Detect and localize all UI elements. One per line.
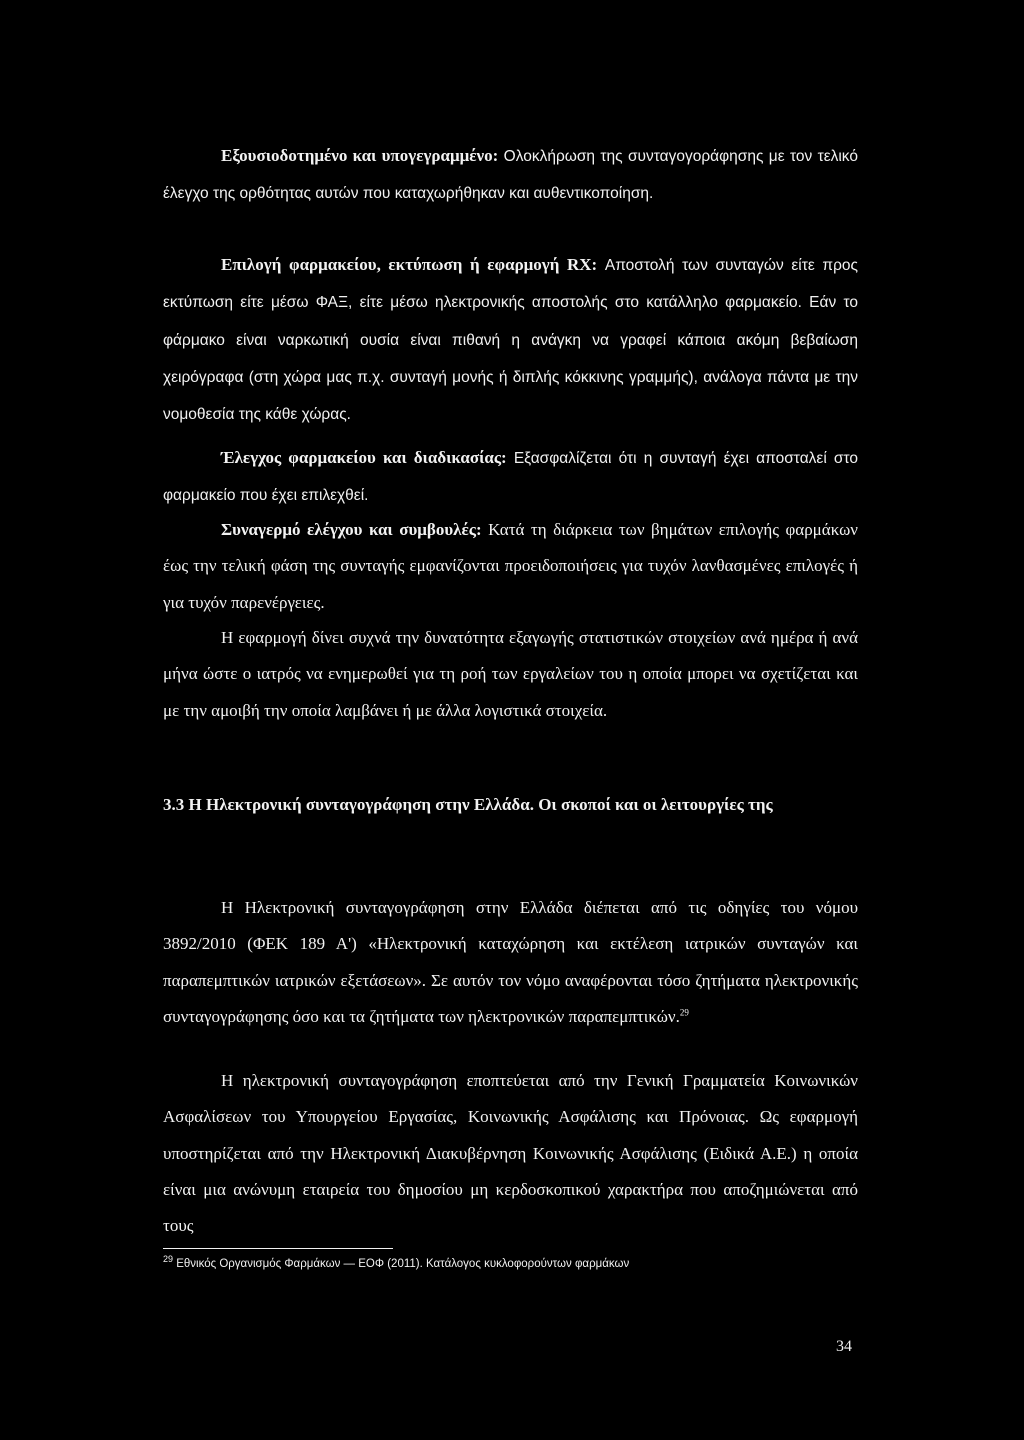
paragraph-lead: Επιλογή φαρμακείου, εκτύπωση ή εφαρμογή RX: (221, 255, 598, 274)
footnote-reference[interactable]: 29 (679, 1007, 689, 1018)
paragraph-text: Η εφαρμογή δίνει συχνά την δυνατότητα εξαγωγής στατιστικών στοιχείων ανά ημέρα ή ανά μήνα ώστε ο ιατρός να ενημερωθεί για τη ροή των εργαλείων του η οποία μπορει να σχετίζεται και με την αμοιβή την οποία λαμβάνει ή με άλλα λογιστικά στοιχεία. (163, 628, 858, 720)
paragraph-text: Η Ηλεκτρονική συνταγογράφηση στην Ελλάδα διέπεται από τις οδηγίες του νόμου 3892/2010 (ΦΕΚ 189 Α') «Ηλεκτρονική καταχώρηση και εκτέλεση ιατρικών συνταγών και παραπεμπτικών ιατρικών εξετάσεων». Σε αυτόν τον νόμο αναφέρονται τόσο ζητήματα ηλεκτρονικής συνταγογράφησης όσο και τα ζητήματα των ηλεκτρονικών παραπεμπτικών. (163, 898, 858, 1026)
paragraph-text: Εξασφαλίζεται ότι η συνταγή έχει αποσταλεί στο φαρμακείο που έχει επιλεχθεί. (163, 450, 858, 505)
paragraph-supervision (163, 1063, 858, 1244)
paragraph-lead: Έλεγχος φαρμακείου και διαδικασίας: (221, 448, 507, 467)
paragraph-alerts (163, 512, 858, 621)
footnote-number: 29 (163, 1254, 174, 1265)
footnote-divider (163, 1248, 393, 1249)
paragraph-text: Ολοκλήρωση της συνταγογοράφησης με τον τελικό έλεγχο της ορθότητας αυτών που καταχωρήθηκαν και αυθεντικοποίηση. (163, 148, 858, 203)
footnote-text: Εθνικός Οργανισμός Φαρμάκων — ΕΟΦ (2011). Κατάλογος κυκλοφορούντων φαρμάκων (173, 1258, 630, 1270)
paragraph-pharmacy-selection (163, 247, 858, 433)
page-number: 34 (836, 1338, 852, 1355)
section-heading: 3.3 Η Ηλεκτρονική συνταγογράφηση στην Ελλάδα. Οι σκοποί και οι λειτουργίες της (163, 795, 773, 814)
footnote (163, 1256, 863, 1272)
paragraph-pharmacy-check (163, 440, 858, 515)
paragraph-statistics (163, 620, 858, 729)
paragraph-text: Αποστολή των συνταγών είτε προς εκτύπωση είτε μέσω ΦΑΞ, είτε μέσω ηλεκτρονικής αποστολής στο κατάλληλο φαρμακείο. Εάν το φάρμακο είναι ναρκωτική ουσία είναι πιθανή η ανάγκη να γραφεί κάποια ακόμη βεβαίωση χειρόγραφα (στη χώρα μας π.χ. συνταγή μονής ή διπλής κόκκινης γραμμής), ανάλογα πάντα με την νομοθεσία της κάθε χώρας. (163, 257, 858, 424)
paragraph-lead: Εξουσιοδοτημένο και υπογεγραμμένο: (221, 146, 499, 165)
paragraph-text: Κατά τη διάρκεια των βημάτων επιλογής φαρμάκων έως την τελική φάση της συνταγής εμφανίζονται προειδοποιήσεις για τυχόν λανθασμένες επιλογές ή για τυχόν παρενέργειες. (163, 520, 858, 612)
paragraph-authorized-signed (163, 138, 858, 213)
paragraph-legislation (163, 890, 858, 1035)
paragraph-lead: Συναγερμό ελέγχου και συμβουλές: (221, 520, 482, 539)
paragraph-text: Η ηλεκτρονική συνταγογράφηση εποπτεύεται από την Γενική Γραμματεία Κοινωνικών Ασφαλίσεων του Υπουργείου Εργασίας, Κοινωνικής Ασφάλισης και Πρόνοιας. Ως εφαρμογή υποστηρίζεται από την Ηλεκτρονική Διακυβέρνηση Κοινωνικής Ασφάλισης (Ειδικά Α.Ε.) η οποία είναι μια ανώνυμη εταιρεία του δημοσίου μη κερδοσκοπικού χαρακτήρα που αποζημιώνεται από τους (163, 1071, 858, 1236)
